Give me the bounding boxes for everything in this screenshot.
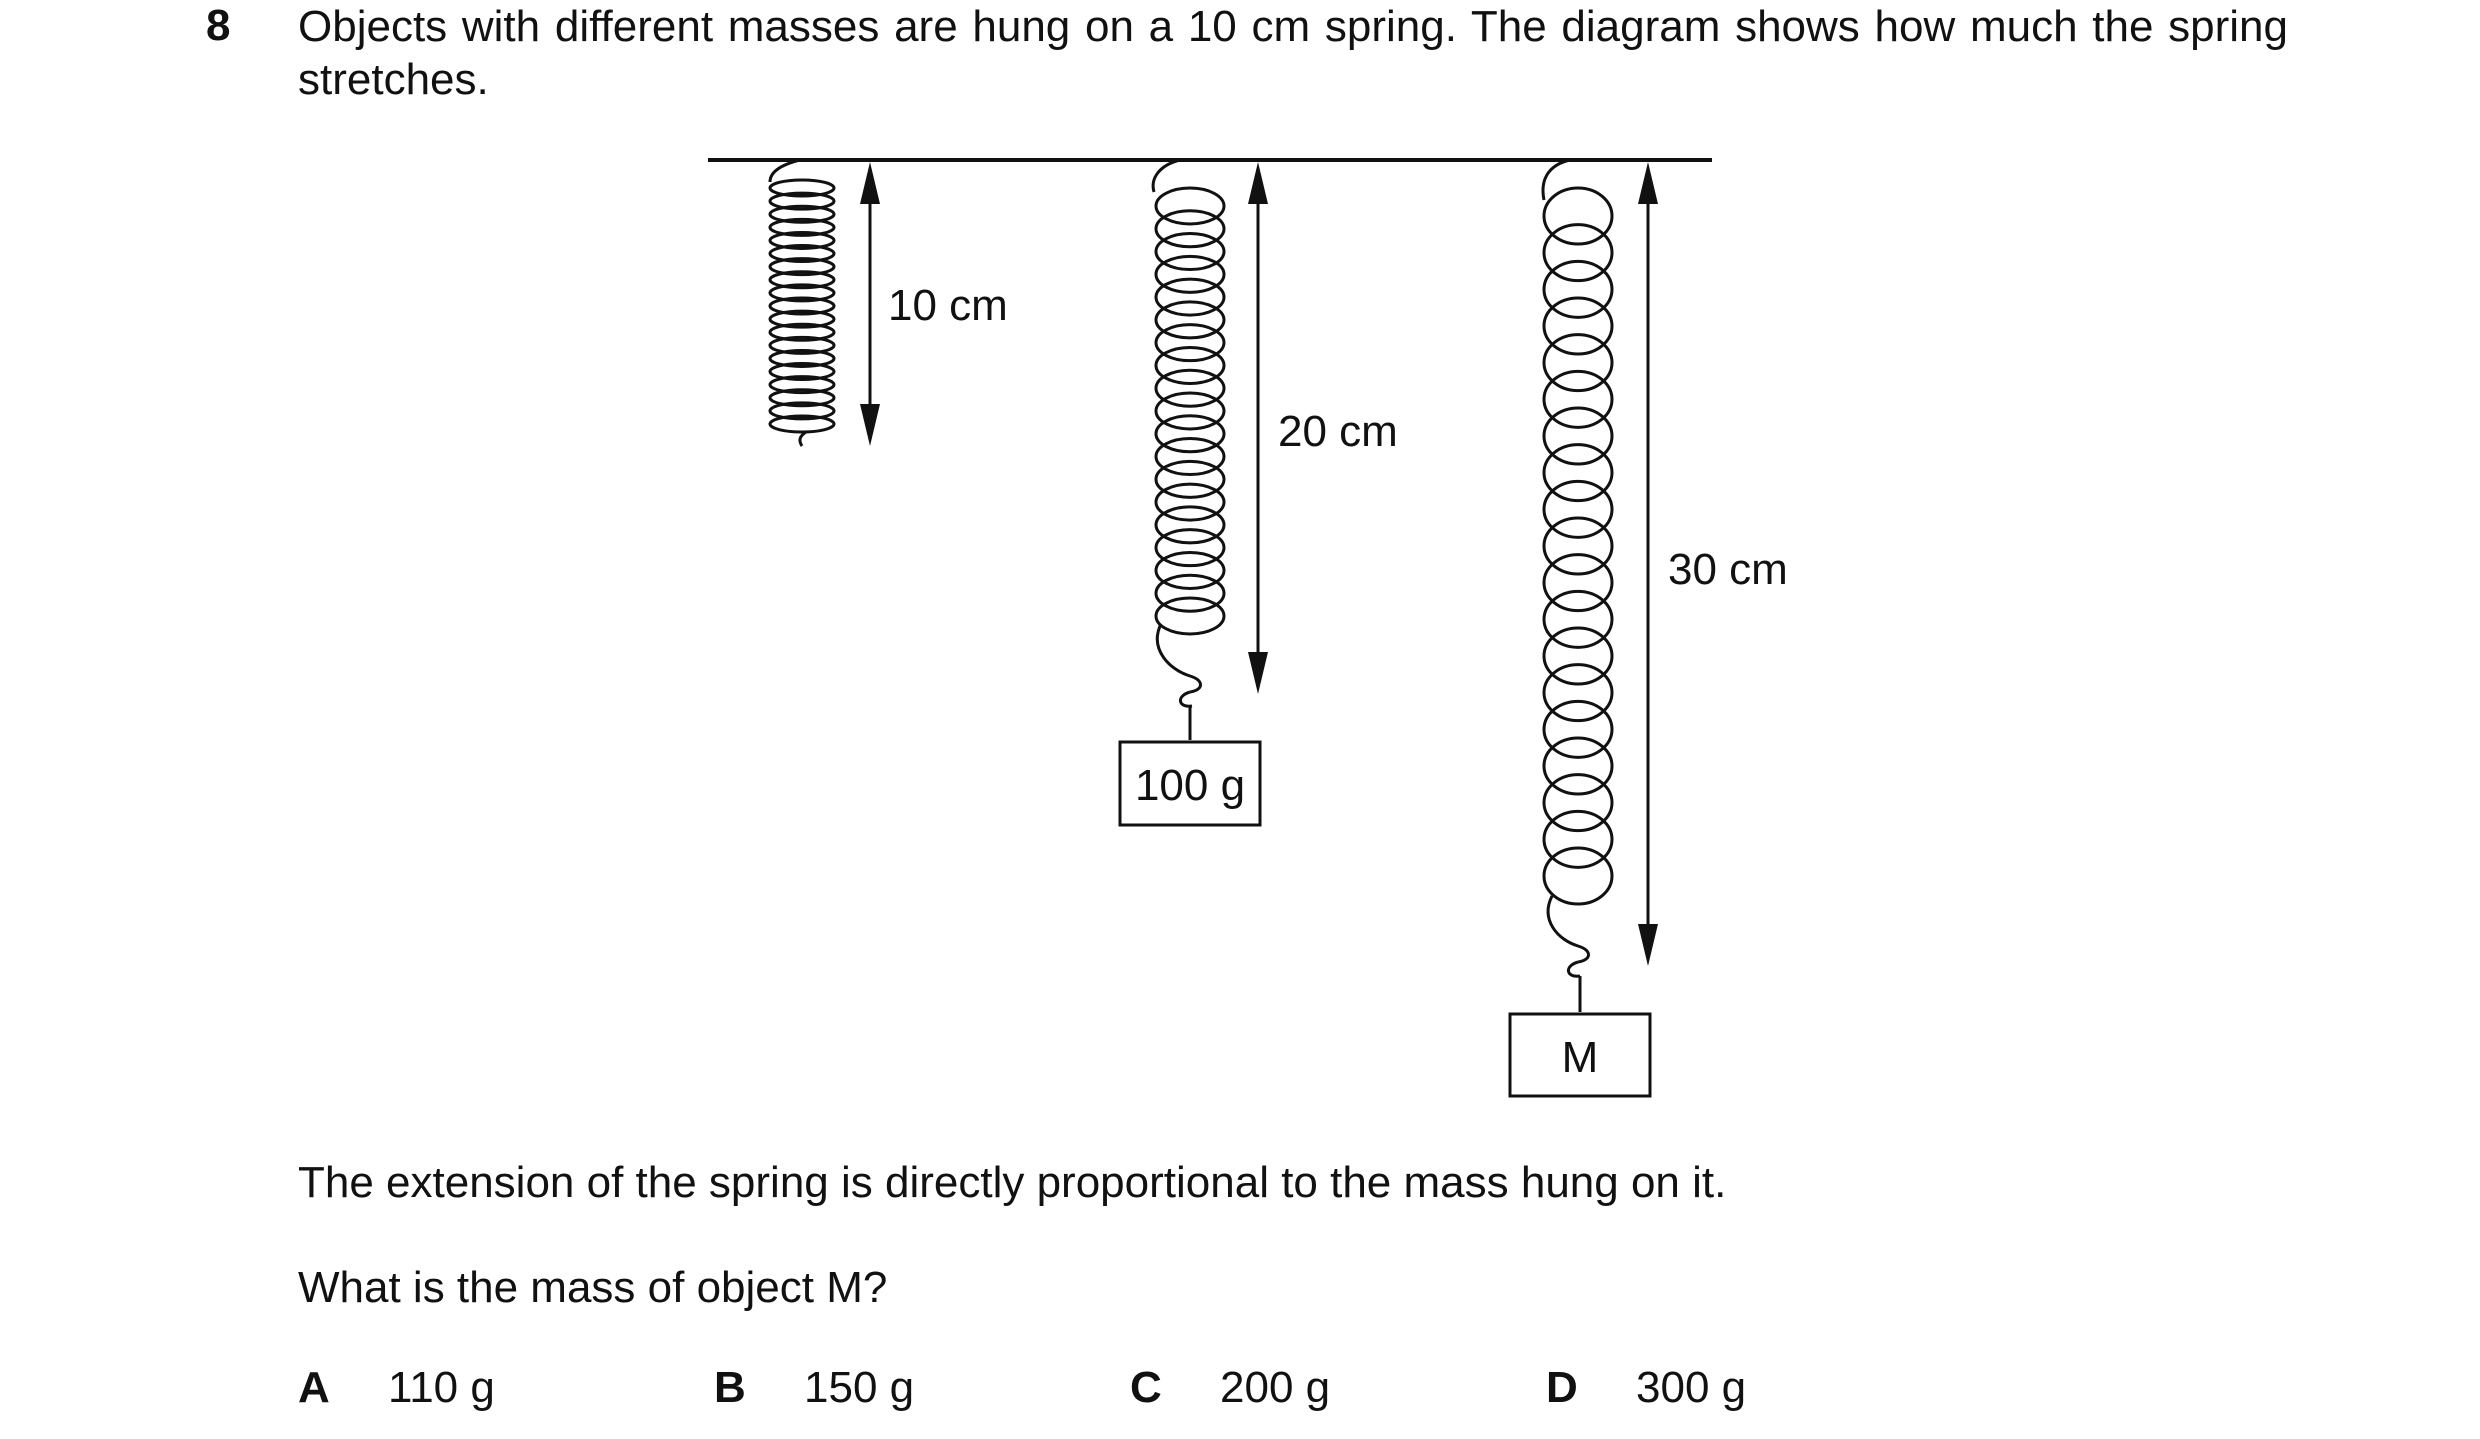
spring-1 xyxy=(770,160,834,446)
spring-coil xyxy=(1156,461,1224,497)
question-number: 8 xyxy=(206,1,231,50)
spring-coil xyxy=(1156,530,1224,566)
spring-2-length-label: 20 cm xyxy=(1278,407,1398,456)
option-text: 150 g xyxy=(804,1363,915,1412)
option-c[interactable] xyxy=(1130,1362,1330,1414)
spring-coil xyxy=(1544,371,1612,427)
spring-coil xyxy=(1544,481,1612,537)
spring-coil xyxy=(1544,555,1612,611)
spring-coil xyxy=(1544,445,1612,501)
spring-coil xyxy=(1156,347,1224,383)
spring-coil xyxy=(1544,775,1612,831)
spring-coil xyxy=(1156,575,1224,611)
spring-coil xyxy=(1156,325,1224,361)
arrow-2 xyxy=(1248,162,1268,694)
arrow-3 xyxy=(1638,162,1658,966)
spring-coil xyxy=(1544,665,1612,721)
spring-coil xyxy=(1156,552,1224,588)
option-letter: A xyxy=(298,1363,330,1412)
option-d[interactable] xyxy=(1546,1362,1746,1414)
mass-100g-label: 100 g xyxy=(1134,761,1246,810)
spring-coil xyxy=(1156,439,1224,475)
spring-coil xyxy=(1544,225,1612,281)
spring-coil xyxy=(1544,261,1612,317)
question-prompt: What is the mass of object M? xyxy=(298,1263,888,1312)
spring-2 xyxy=(1153,160,1224,740)
spring-coil xyxy=(1156,484,1224,520)
question-stem: Objects with different masses are hung on a 10 cm spring. The diagram shows how much the spring stretches. xyxy=(298,2,2288,104)
option-text: 300 g xyxy=(1636,1363,1747,1412)
option-a[interactable] xyxy=(298,1362,495,1414)
spring-coil xyxy=(1544,335,1612,391)
spring-coil xyxy=(1156,370,1224,406)
spring-coil xyxy=(1156,188,1224,224)
spring-coil xyxy=(1544,188,1612,244)
spring-coil xyxy=(1544,591,1612,647)
spring-coil xyxy=(1544,628,1612,684)
spring-coil xyxy=(1544,738,1612,794)
proportionality-statement: The extension of the spring is directly proportional to the mass hung on it. xyxy=(298,1158,1727,1207)
spring-coil xyxy=(1544,701,1612,757)
spring-3 xyxy=(1543,160,1612,1012)
spring-coil xyxy=(1156,507,1224,543)
spring-coil xyxy=(1156,416,1224,452)
mass-m-label: M xyxy=(1561,1033,1599,1082)
option-letter: C xyxy=(1130,1363,1162,1412)
spring-coil xyxy=(1544,848,1612,904)
spring-3-length-label: 30 cm xyxy=(1668,545,1788,594)
spring-coil xyxy=(1544,811,1612,867)
spring-coil xyxy=(1156,234,1224,270)
option-text: 110 g xyxy=(388,1363,495,1412)
spring-coil xyxy=(1544,408,1612,464)
spring-coil xyxy=(1544,298,1612,354)
option-text: 200 g xyxy=(1220,1363,1331,1412)
spring-coil xyxy=(1156,393,1224,429)
spring-coil xyxy=(1156,279,1224,315)
spring-coil xyxy=(1544,518,1612,574)
spring-coil xyxy=(1156,211,1224,247)
spring-coil xyxy=(1156,598,1224,634)
spring-coil xyxy=(1156,256,1224,292)
arrow-1 xyxy=(860,162,880,446)
option-letter: D xyxy=(1546,1363,1578,1412)
spring-coil xyxy=(1156,302,1224,338)
option-b[interactable] xyxy=(714,1362,914,1414)
spring-1-length-label: 10 cm xyxy=(888,281,1008,330)
option-letter: B xyxy=(714,1363,746,1412)
